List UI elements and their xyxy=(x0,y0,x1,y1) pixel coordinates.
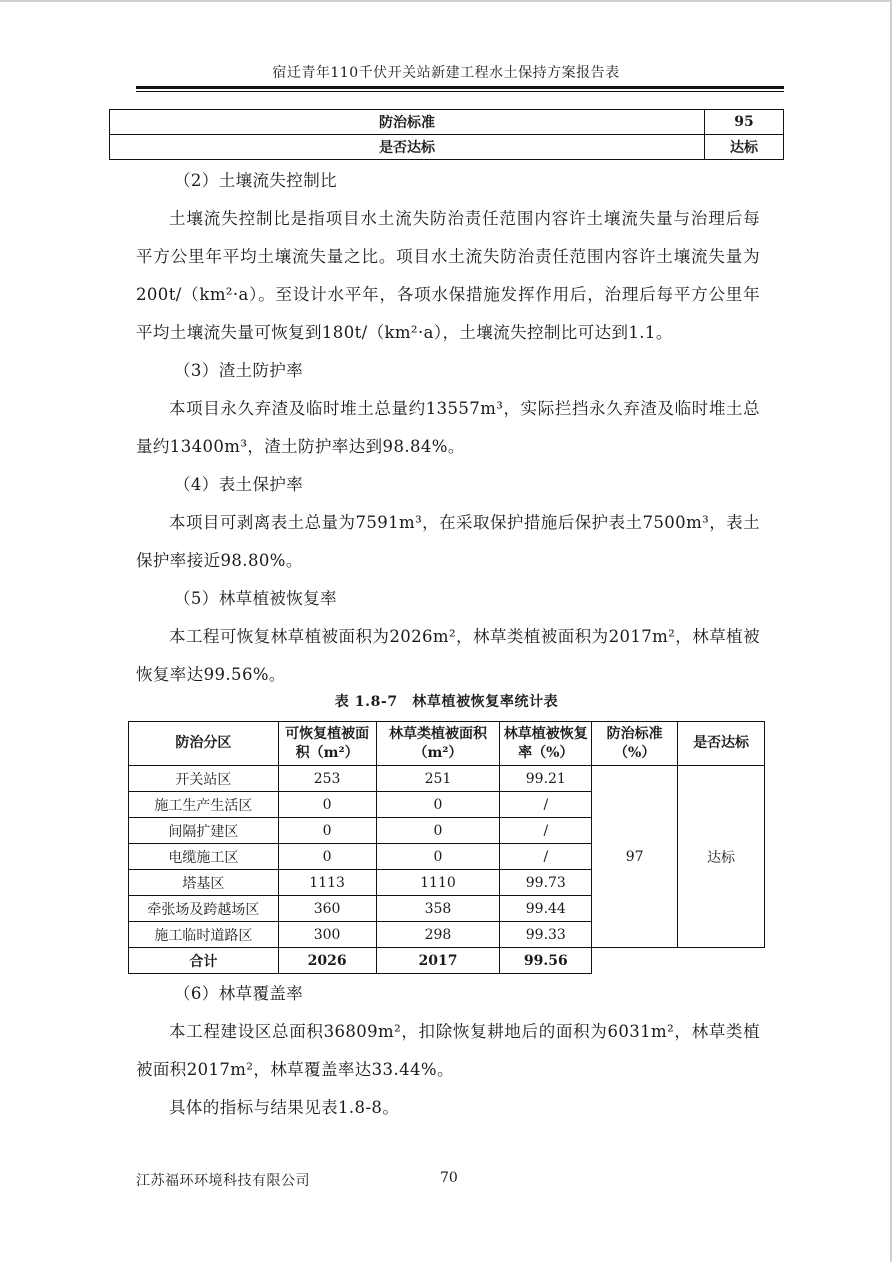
section-heading: （4）表土保护率 xyxy=(174,475,304,494)
table-cell: 施工临时道路区 xyxy=(129,922,279,948)
table-cell: 358 xyxy=(376,896,500,922)
table-cell: 1113 xyxy=(278,870,376,896)
paragraph: 本工程建设区总面积36809m²，扣除恢复耕地后的面积为6031m²，林草类植被面积2017m²，林草覆盖率达33.44%。 xyxy=(136,1022,760,1079)
body-text-section-b xyxy=(136,975,760,1127)
standard-value-cell: 97 xyxy=(592,766,678,948)
table-cell: 开关站区 xyxy=(129,766,279,792)
table-cell: 电缆施工区 xyxy=(129,844,279,870)
table-cell: / xyxy=(500,844,592,870)
column-header: 林草植被恢复率（%） xyxy=(500,722,592,766)
table-cell: 0 xyxy=(278,792,376,818)
page-number: 70 xyxy=(440,1170,458,1186)
table-cell: 95 xyxy=(705,110,784,135)
table-cell: 牵张场及跨越场区 xyxy=(129,896,279,922)
section-heading: （2）土壤流失控制比 xyxy=(174,171,337,190)
table-header-row xyxy=(129,722,765,766)
table-cell: 防治标准 xyxy=(110,110,705,135)
header-divider xyxy=(136,91,784,92)
standard-summary-table xyxy=(109,109,784,160)
table-cell: 0 xyxy=(278,818,376,844)
table-caption: 表 1.8-7 林草植被恢复率统计表 xyxy=(334,694,559,710)
table-cell: 360 xyxy=(278,896,376,922)
table-cell: 251 xyxy=(376,766,500,792)
paragraph: 土壤流失控制比是指项目水土流失防治责任范围内容许土壤流失量与治理后每平方公里年平均土壤流失量之比。项目水土流失防治责任范围内容许土壤流失量为200t/（km²·a）。至设计水平年，各项水保措施发挥作用后，治理后每平方公里年平均土壤流失量可恢复到180t/（km²·a），土壤流失控制比可达到1.1。 xyxy=(136,209,760,342)
paragraph: 本工程可恢复林草植被面积为2026m²，林草类植被面积为2017m²，林草植被恢复率达99.56%。 xyxy=(136,627,760,684)
table-total-row xyxy=(129,948,765,974)
column-header: 防治标准（%） xyxy=(592,722,678,766)
table-cell: 300 xyxy=(278,922,376,948)
table-cell: 99.33 xyxy=(500,922,592,948)
column-header: 林草类植被面积（m²） xyxy=(376,722,500,766)
table-cell: 合计 xyxy=(129,948,279,974)
table-row xyxy=(129,766,765,792)
body-text-section-a xyxy=(136,162,760,694)
table-cell: / xyxy=(500,818,592,844)
table-cell: 298 xyxy=(376,922,500,948)
page-border xyxy=(0,0,892,2)
column-header: 可恢复植被面积（m²） xyxy=(278,722,376,766)
table-row xyxy=(110,135,784,160)
table-cell: 间隔扩建区 xyxy=(129,818,279,844)
paragraph: 具体的指标与结果见表1.8-8。 xyxy=(169,1098,400,1117)
table-cell: 达标 xyxy=(705,135,784,160)
table-cell: 99.21 xyxy=(500,766,592,792)
paragraph: 本项目永久弃渣及临时堆土总量约13557m³，实际拦挡永久弃渣及临时堆土总量约13400m³，渣土防护率达到98.84%。 xyxy=(136,399,760,456)
paragraph: 本项目可剥离表土总量为7591m³，在采取保护措施后保护表土7500m³，表土保护率接近98.80%。 xyxy=(136,513,760,570)
table-cell: 塔基区 xyxy=(129,870,279,896)
table-cell: 99.56 xyxy=(500,948,592,974)
table-cell: 是否达标 xyxy=(110,135,705,160)
table-cell: 0 xyxy=(376,792,500,818)
table-cell: / xyxy=(500,792,592,818)
table-cell: 99.44 xyxy=(500,896,592,922)
table-cell: 施工生产生活区 xyxy=(129,792,279,818)
column-header: 是否达标 xyxy=(678,722,765,766)
table-cell: 0 xyxy=(376,818,500,844)
column-header: 防治分区 xyxy=(129,722,279,766)
table-row xyxy=(110,110,784,135)
header-divider xyxy=(136,86,784,89)
report-header-title: 宿迁青年110千伏开关站新建工程水土保持方案报告表 xyxy=(272,65,620,81)
vegetation-recovery-table xyxy=(128,721,765,974)
table-cell: 1110 xyxy=(376,870,500,896)
table-cell: 0 xyxy=(376,844,500,870)
table-cell: 2026 xyxy=(278,948,376,974)
table-cell: 2017 xyxy=(376,948,500,974)
section-heading: （3）渣土防护率 xyxy=(174,361,304,380)
qualified-value-cell: 达标 xyxy=(678,766,765,948)
table-cell: 0 xyxy=(278,844,376,870)
section-heading: （5）林草植被恢复率 xyxy=(174,589,337,608)
table-cell: 99.73 xyxy=(500,870,592,896)
footer-company-name: 江苏福环环境科技有限公司 xyxy=(136,1173,310,1189)
table-cell: 253 xyxy=(278,766,376,792)
section-heading: （6）林草覆盖率 xyxy=(174,984,304,1003)
